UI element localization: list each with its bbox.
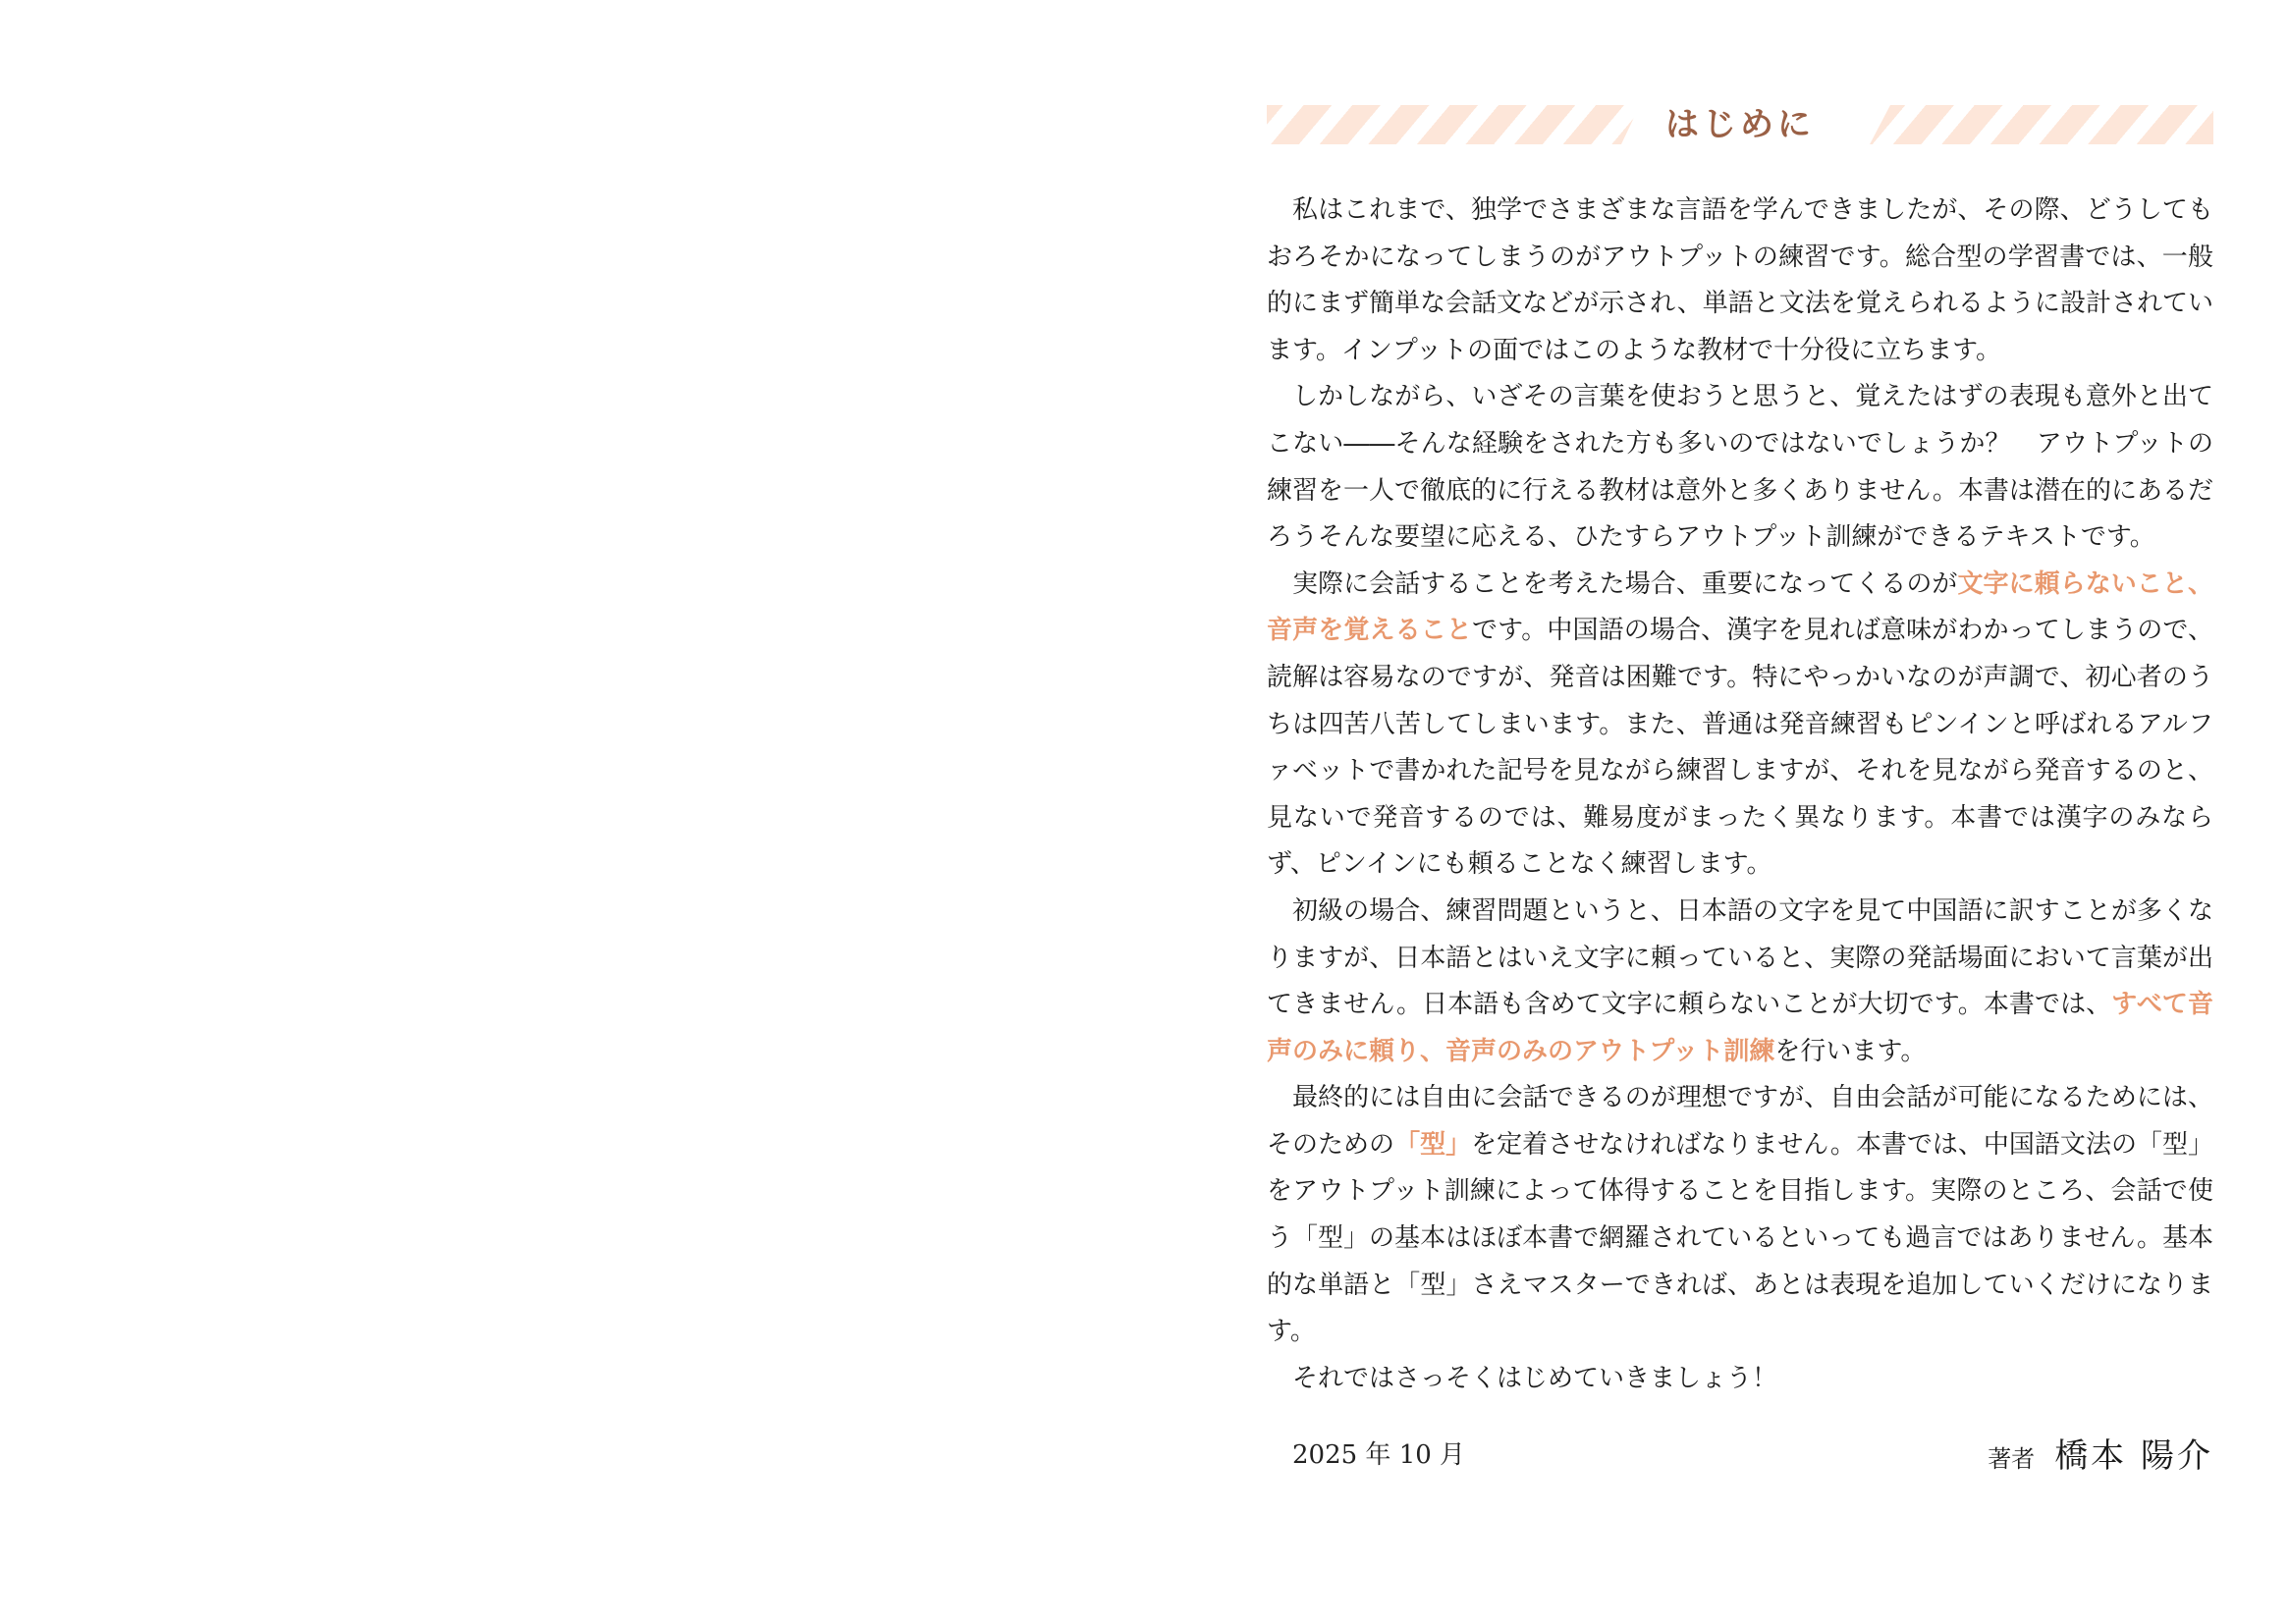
publication-date: 2025 年 10 月 bbox=[1292, 1440, 1466, 1471]
paragraph-4-text-a: 初級の場合、練習問題というと、日本語の文字を見て中国語に訳すことが多くなりますが、日本語とはいえ文字に頼っていると、実際の発話場面において言葉が出てきません。日本語も含めて文字に頼らないことが大切です。本書では、 bbox=[1267, 895, 2213, 1020]
paragraph-6: それではさっそくはじめていきましょう！ bbox=[1292, 1363, 1778, 1393]
paragraph-3 bbox=[1267, 562, 2213, 889]
preface-page bbox=[1267, 103, 2213, 1615]
author-label: 著者 bbox=[1988, 1445, 2036, 1474]
blank-left-page bbox=[0, 0, 1144, 1624]
preface-body bbox=[1267, 188, 2213, 1402]
paragraph-5-highlight: 「型」 bbox=[1394, 1129, 1472, 1160]
section-heading bbox=[1267, 103, 2213, 146]
author-signature bbox=[1988, 1429, 2213, 1477]
paragraph-4 bbox=[1267, 889, 2213, 1075]
author-name: 橋本 陽介 bbox=[2054, 1436, 2213, 1477]
page-title: はじめに bbox=[1665, 105, 1815, 144]
paragraph-3-text-b: です。中国語の場合、漢字を見れば意味がわかってしまうので、読解は容易なのですが、発音は困難です。特にやっかいなのが声調で、初心者のうちは四苦八苦してしまいます。また、普通は発音練習もピンインと呼ばれるアルファベットで書かれた記号を見ながら練習しますが、それを見ながら発音するのと、見ないで発音するのでは、難易度がまったく異なります。本書では漢字のみならず、ピンインにも頼ることなく練習します。 bbox=[1267, 616, 2213, 880]
paragraph-1: 私はこれまで、独学でさまざまな言語を学んできましたが、その際、どうしてもおろそかになってしまうのがアウトプットの練習です。総合型の学習書では、一般的にまず簡単な会話文などが示され、単語と文法を覚えられるように設計されています。インプットの面ではこのような教材で十分役に立ちます。 bbox=[1267, 195, 2213, 365]
paragraph-5-text-a: 最終的には自由に会話できるのが理想ですが、自由会話が可能になるためには、そのための bbox=[1267, 1083, 2213, 1160]
signature-footer bbox=[1267, 1428, 2213, 1477]
paragraph-5 bbox=[1267, 1075, 2213, 1356]
paragraph-2: しかしながら、いざその言葉を使おうと思うと、覚えたはずの表現も意外と出てこない――そんな経験をされた方も多いのではないでしょうか？ アウトプットの練習を一人で徹底的に行える教材は意外と多くありません。本書は潜在的にあるだろうそんな要望に応える、ひたすらアウトプット訓練ができるテキストです。 bbox=[1267, 382, 2213, 553]
paragraph-5-text-b: を定着させなければなりません。本書では、中国語文法の「型」をアウトプット訓練によって体得することを目指します。実際のところ、会話で使う「型」の基本はほぼ本書で網羅されているといっても過言ではありません。基本的な単語と「型」さえマスターできれば、あとは表現を追加していくだけになります。 bbox=[1267, 1129, 2213, 1347]
paragraph-4-text-b: を行います。 bbox=[1774, 1036, 1927, 1066]
paragraph-3-highlight: 文字に頼らないこと、音声を覚えること bbox=[1267, 568, 2213, 646]
paragraph-4-highlight: すべて音声のみに頼り、音声のみのアウトプット訓練 bbox=[1267, 990, 2213, 1066]
paragraph-3-text-a: 実際に会話することを考えた場合、重要になってくるのが bbox=[1292, 568, 1958, 599]
